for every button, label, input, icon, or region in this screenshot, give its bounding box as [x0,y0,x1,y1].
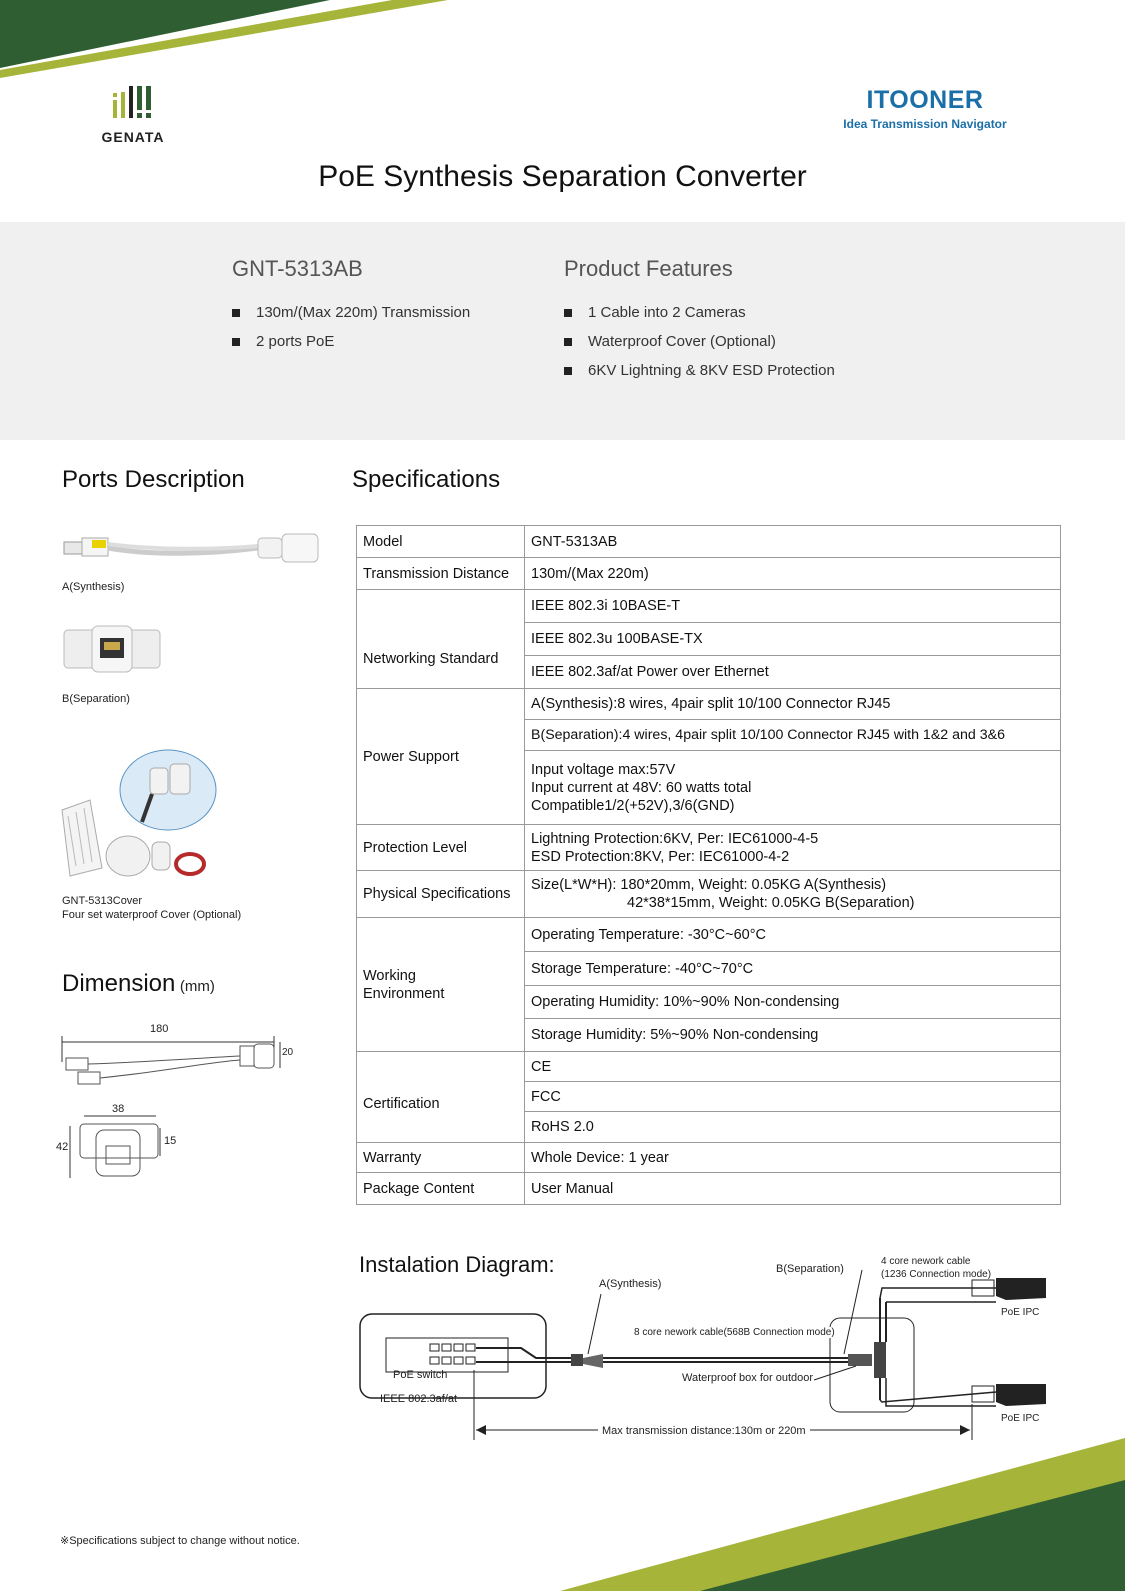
spec-value: Lightning Protection:6KV, Per: IEC61000-4-5 ESD Protection:8KV, Per: IEC61000-4-2 [525,825,1061,871]
table-row [357,689,1061,720]
diagram-ipc-label: PoE IPC [1001,1307,1040,1318]
overview-band [0,222,1125,440]
spec-label: Protection Level [357,825,525,871]
diagram-waterproof-label: Waterproof box for outdoor [682,1372,814,1384]
synthesis-caption: A(Synthesis) [62,581,125,593]
specifications-heading: Specifications [352,466,501,493]
diagram-four-core [881,1255,991,1281]
spec-value: IEEE 802.3i 10BASE-T [525,590,1061,623]
separation-adapter-image [62,624,162,674]
spec-value: A(Synthesis):8 wires, 4pair split 10/100 Connector RJ45 [525,689,1061,720]
installation-diagram [356,1270,1066,1470]
diagram-separation-label: B(Separation) [776,1263,844,1275]
table-row [357,1052,1061,1082]
spec-value: IEEE 802.3af/at Power over Ethernet [525,656,1061,689]
table-row [357,918,1061,952]
dimension-title: Dimension [62,970,176,997]
bullet-square-icon [232,338,240,346]
spec-label: Model [357,526,525,558]
spec-value: Operating Humidity: 10%~90% Non-condensing [525,986,1061,1019]
diagram-max-distance: Max transmission distance:130m or 220m [598,1424,810,1438]
list-item [232,333,470,350]
separation-caption: B(Separation) [62,693,130,705]
genata-brand: GENATA [101,129,165,145]
table-row [357,526,1061,558]
itooner-tagline: Idea Transmission Navigator [843,117,1007,131]
physical-line: Size(L*W*H): 180*20mm, Weight: 0.05KG A(Synthesis) [531,877,887,893]
table-row [357,1143,1061,1173]
table-row [357,1173,1061,1205]
bullet-square-icon [564,309,572,317]
physical-line: 42*38*15mm, Weight: 0.05KG B(Separation) [627,895,915,911]
spec-label: Physical Specifications [357,871,525,918]
bullet-square-icon [564,338,572,346]
dimension-b-width: 38 [112,1103,125,1115]
spec-value: Input voltage max:57V Input current at 48V: 60 watts total Compatible1/2(+52V),3/6(GND) [525,751,1061,825]
features-heading: Product Features [564,256,733,281]
list-item-text: 130m/(Max 220m) Transmission [256,304,471,321]
spec-label: Transmission Distance [357,558,525,590]
dimension-unit: (mm) [179,978,215,995]
list-item [564,333,835,350]
spec-value: 130m/(Max 220m) [525,558,1061,590]
genata-logo-icon [111,84,155,120]
dimension-b-height: 42 [56,1141,69,1153]
bullet-square-icon [564,367,572,375]
spec-value: Whole Device: 1 year [525,1143,1061,1173]
list-item-text: 2 ports PoE [256,333,335,350]
list-item [564,362,835,379]
list-item [232,304,470,321]
dimension-b-depth: 15 [164,1135,177,1147]
specifications-table [356,525,1061,1205]
four-core-line: 4 core nework cable [881,1256,971,1267]
cover-caption-line: GNT-5313Cover [62,895,143,907]
four-core-line: (1236 Connection mode) [881,1269,992,1280]
product-features [564,256,835,391]
cover-caption [62,894,241,922]
cover-caption-line: Four set waterproof Cover (Optional) [62,909,242,921]
synthesis-cable-image [62,528,322,568]
spec-value: GNT-5313AB [525,526,1061,558]
spec-label: Power Support [357,689,525,825]
spec-label: Working Environment [357,918,525,1052]
diagram-eight-core: 8 core nework cable(568B Connection mode) [634,1327,835,1338]
waterproof-cover-image [56,746,222,882]
diagram-heading: Instalation Diagram: [359,1252,555,1277]
table-row [357,558,1061,590]
dimension-heading [62,970,215,998]
table-row [357,590,1061,623]
table-row [357,871,1061,918]
bullet-square-icon [232,309,240,317]
itooner-logo [830,86,1020,131]
itooner-brand: ITOONER [866,86,984,114]
spec-value: Storage Temperature: -40°C~70°C [525,952,1061,986]
dimension-a-length: 180 [150,1023,169,1035]
dimension-a-height: 20 [282,1047,294,1058]
spec-label: Networking Standard [357,590,525,689]
diagram-synthesis-label: A(Synthesis) [599,1278,662,1290]
dimension-drawing-a [60,1023,300,1102]
spec-value: Operating Temperature: -30°C~60°C [525,918,1061,952]
table-row [357,825,1061,871]
dimension-adapter-drawing [60,1112,190,1184]
page-title: PoE Synthesis Separation Converter [318,160,807,193]
spec-value: RoHS 2.0 [525,1112,1061,1143]
list-item-text: Waterproof Cover (Optional) [588,333,776,350]
dimension-drawing-b [56,1103,190,1184]
spec-label: Warranty [357,1143,525,1173]
spec-label: Certification [357,1052,525,1143]
list-item [564,304,835,321]
footer-note: ※Specifications subject to change without notice. [60,1535,300,1547]
model-points [232,304,470,350]
spec-value: User Manual [525,1173,1061,1205]
spec-value [525,871,1061,918]
spec-value: FCC [525,1082,1061,1112]
spec-value: Storage Humidity: 5%~90% Non-condensing [525,1019,1061,1052]
model-heading: GNT-5313AB [232,256,363,281]
list-item-text: 1 Cable into 2 Cameras [588,304,746,321]
diagram-ipc-label: PoE IPC [1001,1413,1040,1424]
spec-value: IEEE 802.3u 100BASE-TX [525,623,1061,656]
list-item-text: 6KV Lightning & 8KV ESD Protection [588,362,835,379]
genata-logo [98,84,168,145]
spec-value: B(Separation):4 wires, 4pair split 10/100 Connector RJ45 with 1&2 and 3&6 [525,720,1061,751]
dimension-cable-drawing [60,1032,300,1102]
diagram-switch-label: PoE switch [393,1369,448,1381]
model-overview [232,256,470,362]
spec-value: CE [525,1052,1061,1082]
spec-label: Package Content [357,1173,525,1205]
features-list [564,304,835,379]
ports-heading: Ports Description [62,466,245,493]
diagram-switch-standard: IEEE 802.3af/at [380,1393,458,1405]
